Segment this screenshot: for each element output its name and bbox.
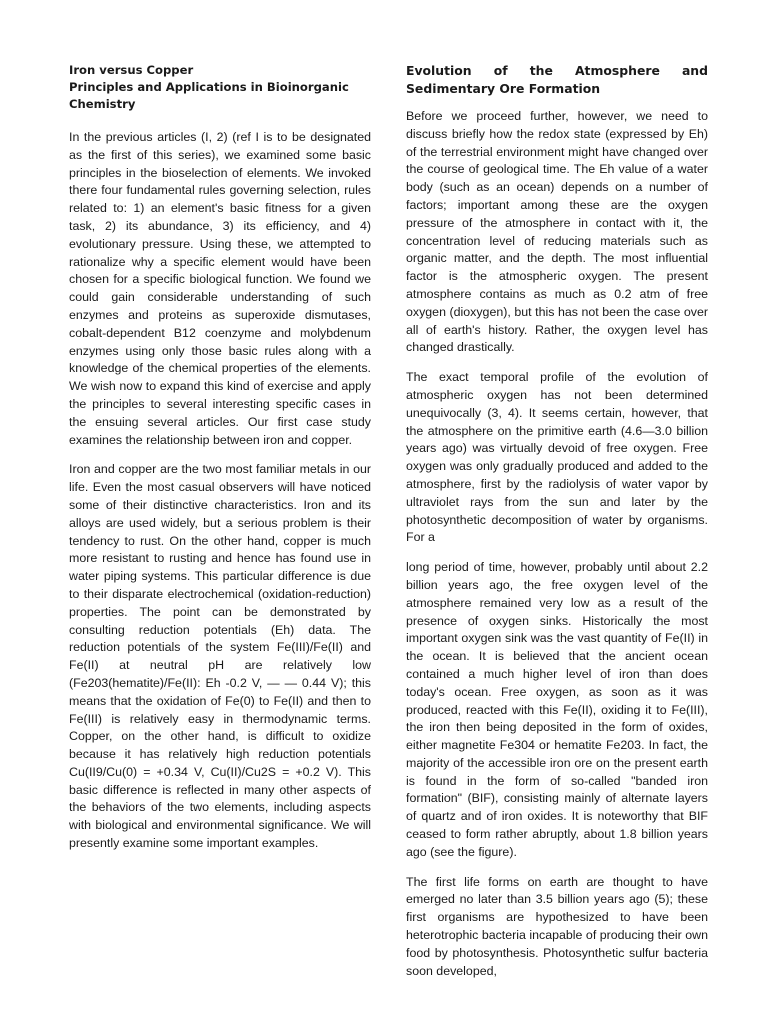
- heading-line-1: Evolution of the Atmosphere and: [406, 63, 708, 78]
- right-column: [406, 62, 708, 992]
- section-heading: [406, 62, 708, 98]
- paragraph-oxygen-sinks: long period of time, however, probably until about 2.2 billion years ago, the free oxygen level of the atmosphere remained very low as a result of the presence of oxygen sinks. Historically the most important oxygen sink was the vast quantity of Fe(II) in the ocean. It is believed that the ancient ocean contained a much higher level of iron than does today's ocean. Free oxygen, as soon as it was produced, reacted with this Fe(II), oxiding it to Fe(III), the iron then being deposited in the form of oxides, either magnetite Fe304 or hematite Fe203. In fact, the majority of the accessible iron ore on the present earth is found in the form of so-called "banded iron formation" (BIF), consisting mainly of alternate layers of quartz and of iron oxides. It is noteworthy that BIF ceased to form rather abruptly, about 1.8 billion years ago (see the figure).: [406, 560, 708, 859]
- article-title: [69, 62, 371, 113]
- title-line-2: Principles and Applications in Bioinorganic: [69, 80, 349, 94]
- paragraph-temporal-profile: The exact temporal profile of the evolution of atmospheric oxygen has not been determined unequivocally (3, 4). It seems certain, however, that the atmosphere on the primitive earth (4.6—3.0 billion years ago) was virtually devoid of free oxygen. Free oxygen was only gradually produced and added to the atmosphere, first by the radiolysis of water vapor by ultraviolet rays from the sun and later by the photosynthetic decomposition of water by organisms. For a: [406, 370, 708, 545]
- paragraph-redox-state: Before we proceed further, however, we need to discuss briefly how the redox state (expressed by Eh) of the terrestrial environment might have changed over the course of geological time. The Eh value of a water body (such as an ocean) depends on a number of factors; important among these are the oxygen pressure of the atmosphere in contact with it, the concentration level of reducing materials such as organic matter, and the depth. The most influential factor is the atmospheric oxygen. The present atmosphere contains as much as 0.2 atm of free oxygen (dioxygen), but this has not been the case over all of earth's history. Rather, the oxygen level has changed drastically.: [406, 109, 708, 355]
- left-column: [69, 62, 371, 865]
- heading-line-2: Sedimentary Ore Formation: [406, 81, 601, 96]
- paragraph-intro: In the previous articles (I, 2) (ref I is to be designated as the first of this series), we examined some basic principles in the bioselection of elements. We invoked there four fundamental rules governing selection, rules related to: 1) an element's basic fitness for a given task, 2) its abundance, 3) its efficiency, and 4) evolutionary pressure. Using these, we attempted to rationalize why a specific element would have been chosen for a specific biological function. We found we could gain considerable understanding of such enzymes and proteins as superoxide dismutases, cobalt-dependent B12 coenzyme and molybdenum enzymes using only those basic rules along with a knowledge of the chemical properties of the elements. We wish now to expand this kind of exercise and apply the principles to several interesting specific cases in the ensuing several articles. Our first case study examines the relationship between iron and copper.: [69, 130, 371, 447]
- title-line-1: Iron versus Copper: [69, 63, 194, 77]
- title-line-3: Chemistry: [69, 97, 136, 111]
- paragraph-first-life: The first life forms on earth are thought to have emerged no later than 3.5 billion years ago (5); these first organisms are hypothesized to have been heterotrophic bacteria incapable of producing their own food by photosynthesis. Photosynthetic sulfur bacteria soon developed,: [406, 874, 708, 978]
- paragraph-iron-copper: Iron and copper are the two most familiar metals in our life. Even the most casual observers will have noticed some of their distinctive characteristics. Iron and its alloys are used widely, but a serious problem is their tendency to rust. On the other hand, copper is much more resistant to rusting and hence has found use in water piping systems. This particular difference is due to their disparate electrochemical (oxidation-reduction) properties. The point can be demonstrated by consulting reduction potentials (Eh) data. The reduction potentials of the system Fe(III)/Fe(II) and Fe(II) at neutral pH are relatively low (Fe203(hematite)/Fe(II): Eh -0.2 V, — — 0.44 V); this means that the oxidation of Fe(0) to Fe(II) and then to Fe(III) is relatively easy in thermodynamic terms. Copper, on the other hand, is difficult to oxidize because it has relatively high reduction potentials Cu(II9/Cu(0) = +0.34 V, Cu(II)/Cu2S = +0.2 V). This basic difference is reflected in many other aspects of the behaviors of the two elements, including aspects with biological and environmental significance. We will presently examine some important examples.: [69, 462, 371, 851]
